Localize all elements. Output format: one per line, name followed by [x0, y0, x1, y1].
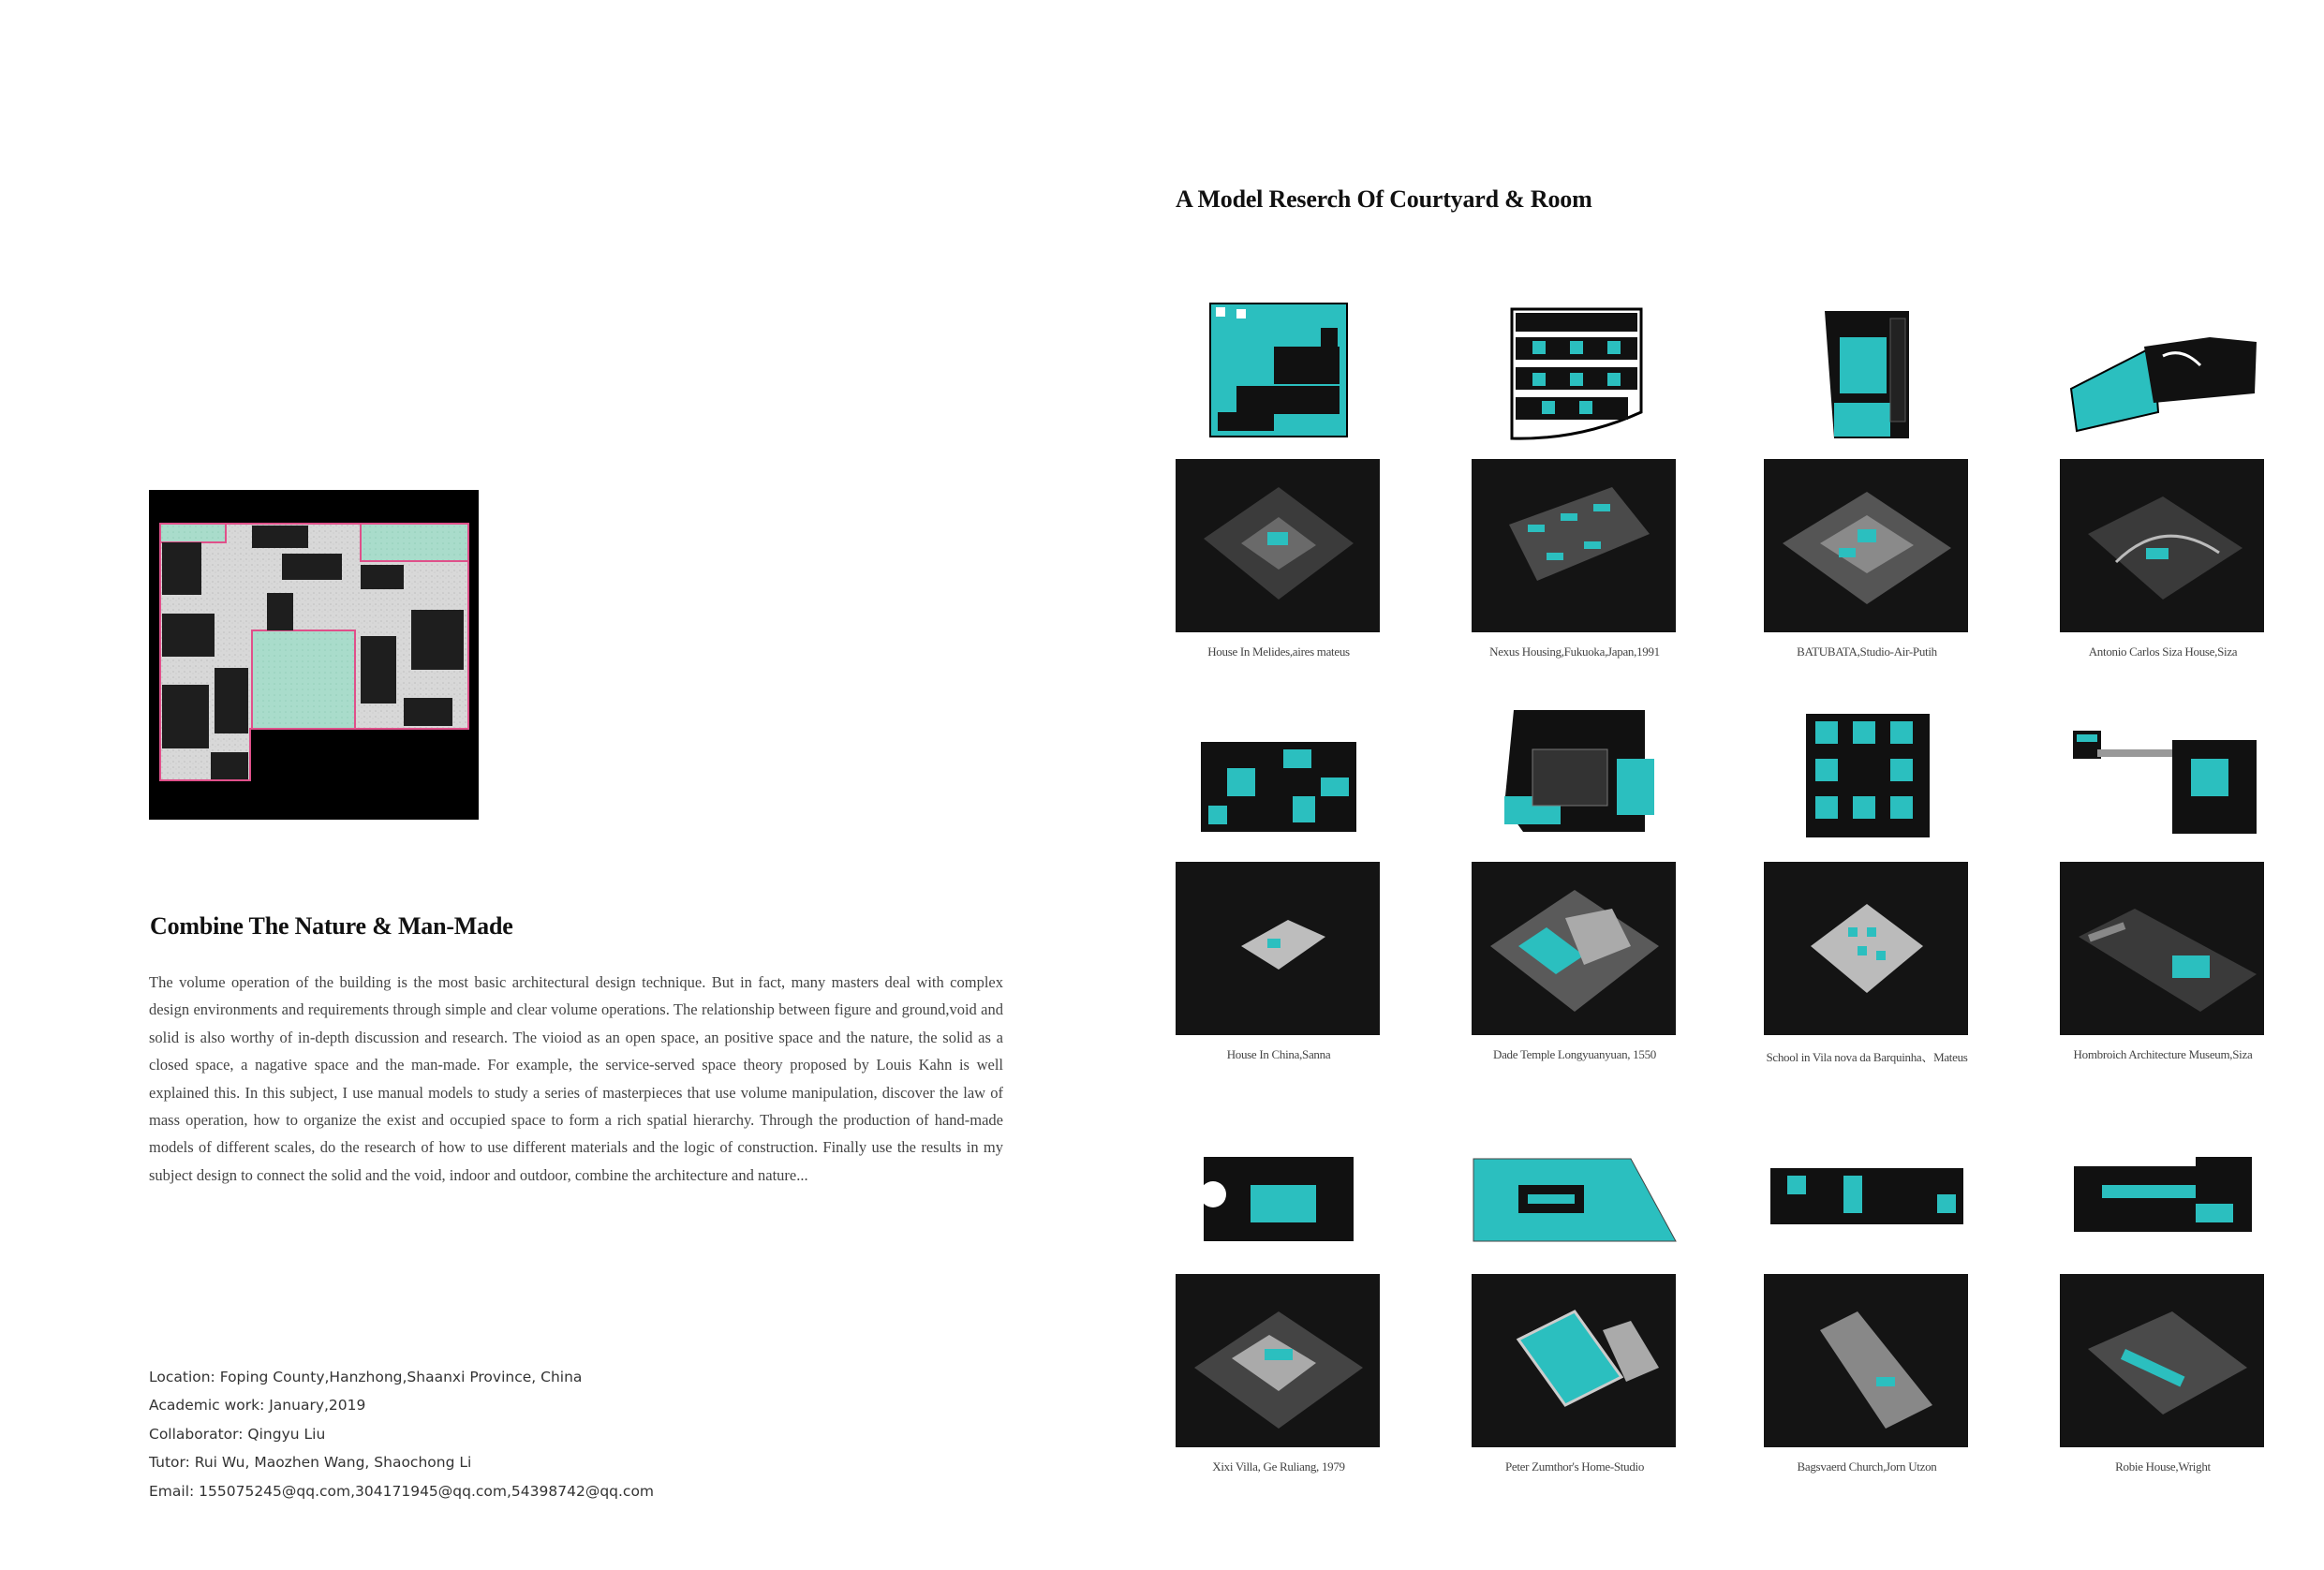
model-photo [2060, 1274, 2264, 1447]
info-collaborator: Collaborator: Qingyu Liu [149, 1425, 326, 1443]
info-email: Email: 155075245@qq.com,304171945@qq.com,54398742@qq.com [149, 1482, 655, 1500]
plan-drawing [1764, 703, 1970, 843]
case-caption: Peter Zumthor's Home-Studio [1504, 1459, 1645, 1474]
case-caption: Robie House,Wright [2115, 1459, 2211, 1474]
case-caption: BATUBATA,Studio-Air-Putih [1797, 644, 1937, 659]
case-caption: Nexus Housing,Fukuoka,Japan,1991 [1489, 644, 1660, 659]
model-photo [1764, 862, 1968, 1035]
plan-drawing [1472, 1119, 1678, 1260]
model-photo [1472, 459, 1676, 632]
model-photo [1176, 862, 1380, 1035]
case-caption: House In Melides,aires mateus [1207, 644, 1350, 659]
case-caption: House In China,Sanna [1226, 1047, 1331, 1061]
plan-drawing [1472, 300, 1678, 440]
section-title: Combine The Nature & Man-Made [150, 912, 513, 940]
case-caption: Antonio Carlos Siza House,Siza [2088, 644, 2238, 659]
model-photo [1176, 1274, 1380, 1447]
model-photo [1176, 459, 1380, 632]
model-photo [2060, 862, 2264, 1035]
case-caption: School in Vila nova da Barquinha、Mateus [1766, 1050, 1968, 1064]
plan-drawing [2060, 703, 2266, 843]
model-photo [1472, 862, 1676, 1035]
info-academic-work: Academic work: January,2019 [149, 1397, 366, 1414]
project-info [149, 1363, 654, 1505]
plan-drawing [2060, 1119, 2266, 1260]
info-location: Location: Foping County,Hanzhong,Shaanxi Province, China [149, 1369, 583, 1385]
case-caption: Bagsvaerd Church,Jorn Utzon [1797, 1459, 1937, 1474]
plan-drawing [1176, 1119, 1382, 1260]
plan-drawing [1176, 703, 1382, 843]
plan-drawing [1472, 703, 1678, 843]
description-paragraph: The volume operation of the building is the most basic architectural design technique. But in fact, many masters deal with complex design environments and requirements through simple and clear volume operations. The relationship between figure and ground,void and solid is also worthy of in-depth discussion and research. The vioiod as an open space, an positive space and the nature, the solid as a closed space, a nagative space and the man-made. For example, the service-served space theory proposed by Louis Kahn is well explained this. In this subject, I use manual models to study a series of masterpieces that use volume manipulation, discover the law of mass operation, how to organize the exist and occupied space to form a rich spatial hierarchy. Through the production of hand-made models of different scales, do the research of how to use different materials and the logic of construction. Finally use the results in my subject design to connect the solid and the void, indoor and outdoor, combine the architecture and nature... [149, 973, 1003, 1184]
info-tutor: Tutor: Rui Wu, Maozhen Wang, Shaochong Li [149, 1454, 472, 1472]
case-caption: Dade Temple Longyuanyuan, 1550 [1493, 1047, 1656, 1061]
plan-drawing [1764, 1119, 1970, 1260]
model-photo [2060, 459, 2264, 632]
model-research-title: A Model Reserch Of Courtyard & Room [1176, 185, 1592, 213]
case-caption: Hombroich Architecture Museum,Siza [2073, 1047, 2253, 1061]
case-caption: Xixi Villa, Ge Ruliang, 1979 [1212, 1459, 1345, 1474]
hero-figure-ground-plan [149, 490, 479, 820]
model-photo [1764, 1274, 1968, 1447]
model-photo [1764, 459, 1968, 632]
model-photo [1472, 1274, 1676, 1447]
plan-drawing [1176, 300, 1382, 440]
plan-drawing [2060, 300, 2266, 440]
plan-drawing [1764, 300, 1970, 440]
